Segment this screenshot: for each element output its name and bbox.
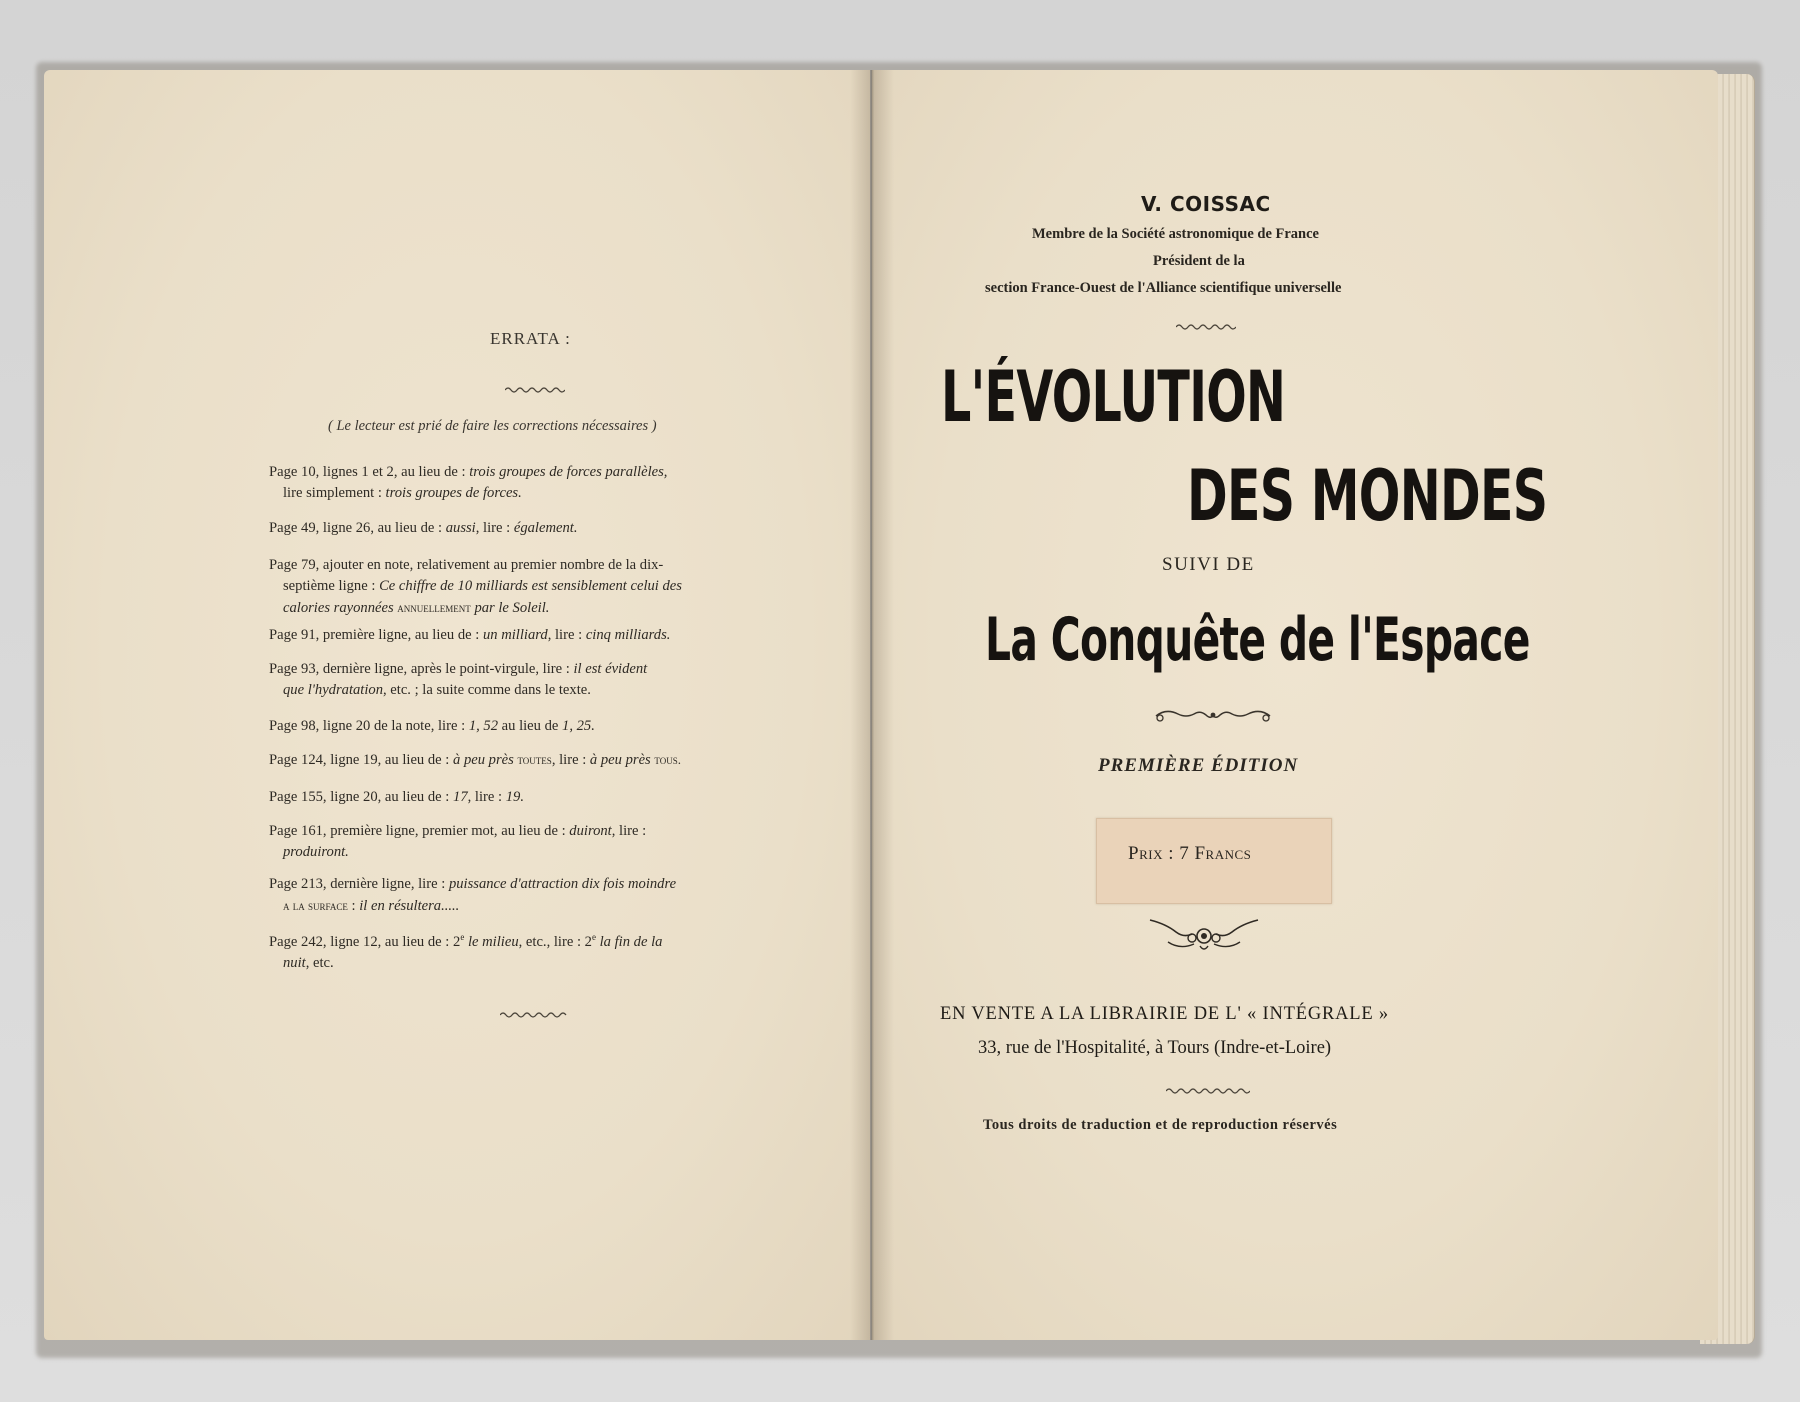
book-subtitle-title: La Conquête de l'Espace xyxy=(985,605,1530,675)
suivi-de: SUIVI DE xyxy=(1162,554,1255,575)
errata-entry: Page 98, ligne 20 de la note, lire : 1, 52 au lieu de 1, 25. xyxy=(269,718,595,734)
author-subtitle: section France-Ouest de l'Alliance scientifique universelle xyxy=(985,280,1342,296)
errata-entry: Page 91, première ligne, au lieu de : un milliard, lire : cinq milliards. xyxy=(269,627,671,643)
author-subtitle: Membre de la Société astronomique de France xyxy=(1032,226,1319,242)
price-text: Prix : 7 Francs xyxy=(1128,843,1252,864)
floral-ornament-icon xyxy=(1146,914,1262,954)
book-title-line: DES MONDES xyxy=(1187,455,1548,537)
errata-entry: Page 93, dernière ligne, après le point-virgule, lire : il est évident que l'hydratation, etc. ; la suite comme dans le texte. xyxy=(269,661,648,698)
errata-entry: Page 213, dernière ligne, lire : puissance d'attraction dix fois moindre a la surface : il en résultera..... xyxy=(269,876,677,914)
errata-entry: Page 10, lignes 1 et 2, au lieu de : trois groupes de forces parallèles, lire simplement : trois groupes de forces. xyxy=(269,464,668,501)
errata-entry: Page 49, ligne 26, au lieu de : aussi, lire : également. xyxy=(269,520,578,536)
book-title-line: L'ÉVOLUTION xyxy=(941,356,1286,438)
errata-note: ( Le lecteur est prié de faire les corrections nécessaires ) xyxy=(328,418,657,434)
wave-ornament-icon xyxy=(505,386,565,394)
errata-entry: Page 124, ligne 19, au lieu de : à peu près toutes, lire : à peu près tous. xyxy=(269,752,681,768)
errata-entry: Page 161, première ligne, premier mot, au lieu de : duiront, lire : produiront. xyxy=(269,823,647,860)
errata-title: ERRATA : xyxy=(490,329,571,348)
errata-entry: Page 242, ligne 12, au lieu de : 2e le milieu, etc., lire : 2e la fin de la nuit, etc. xyxy=(269,932,663,971)
wave-ornament-icon xyxy=(500,1011,568,1019)
author-name: V. COISSAC xyxy=(1141,192,1271,216)
rights-notice: Tous droits de traduction et de reproduction réservés xyxy=(983,1117,1338,1133)
errata-entry: Page 79, ajouter en note, relativement au premier nombre de la dix- septième ligne : Ce chiffre de 10 milliards est sensiblement celui des calories rayonnées annuellement par le Soleil. xyxy=(269,557,682,616)
publisher-address: 33, rue de l'Hospitalité, à Tours (Indre-et-Loire) xyxy=(978,1038,1332,1058)
sale-info: EN VENTE A LA LIBRAIRIE DE L' « INTÉGRALE » xyxy=(940,1004,1389,1024)
edition-label: PREMIÈRE ÉDITION xyxy=(1098,755,1299,776)
right-page xyxy=(872,70,1718,1340)
errata-entry: Page 155, ligne 20, au lieu de : 17, lire : 19. xyxy=(269,789,524,805)
book-gutter xyxy=(850,70,894,1340)
scroll-ornament-icon xyxy=(1152,706,1274,726)
author-subtitle: Président de la xyxy=(1153,253,1245,269)
wave-ornament-icon xyxy=(1176,323,1236,331)
left-page xyxy=(44,70,870,1340)
wave-ornament-icon xyxy=(1166,1087,1250,1095)
